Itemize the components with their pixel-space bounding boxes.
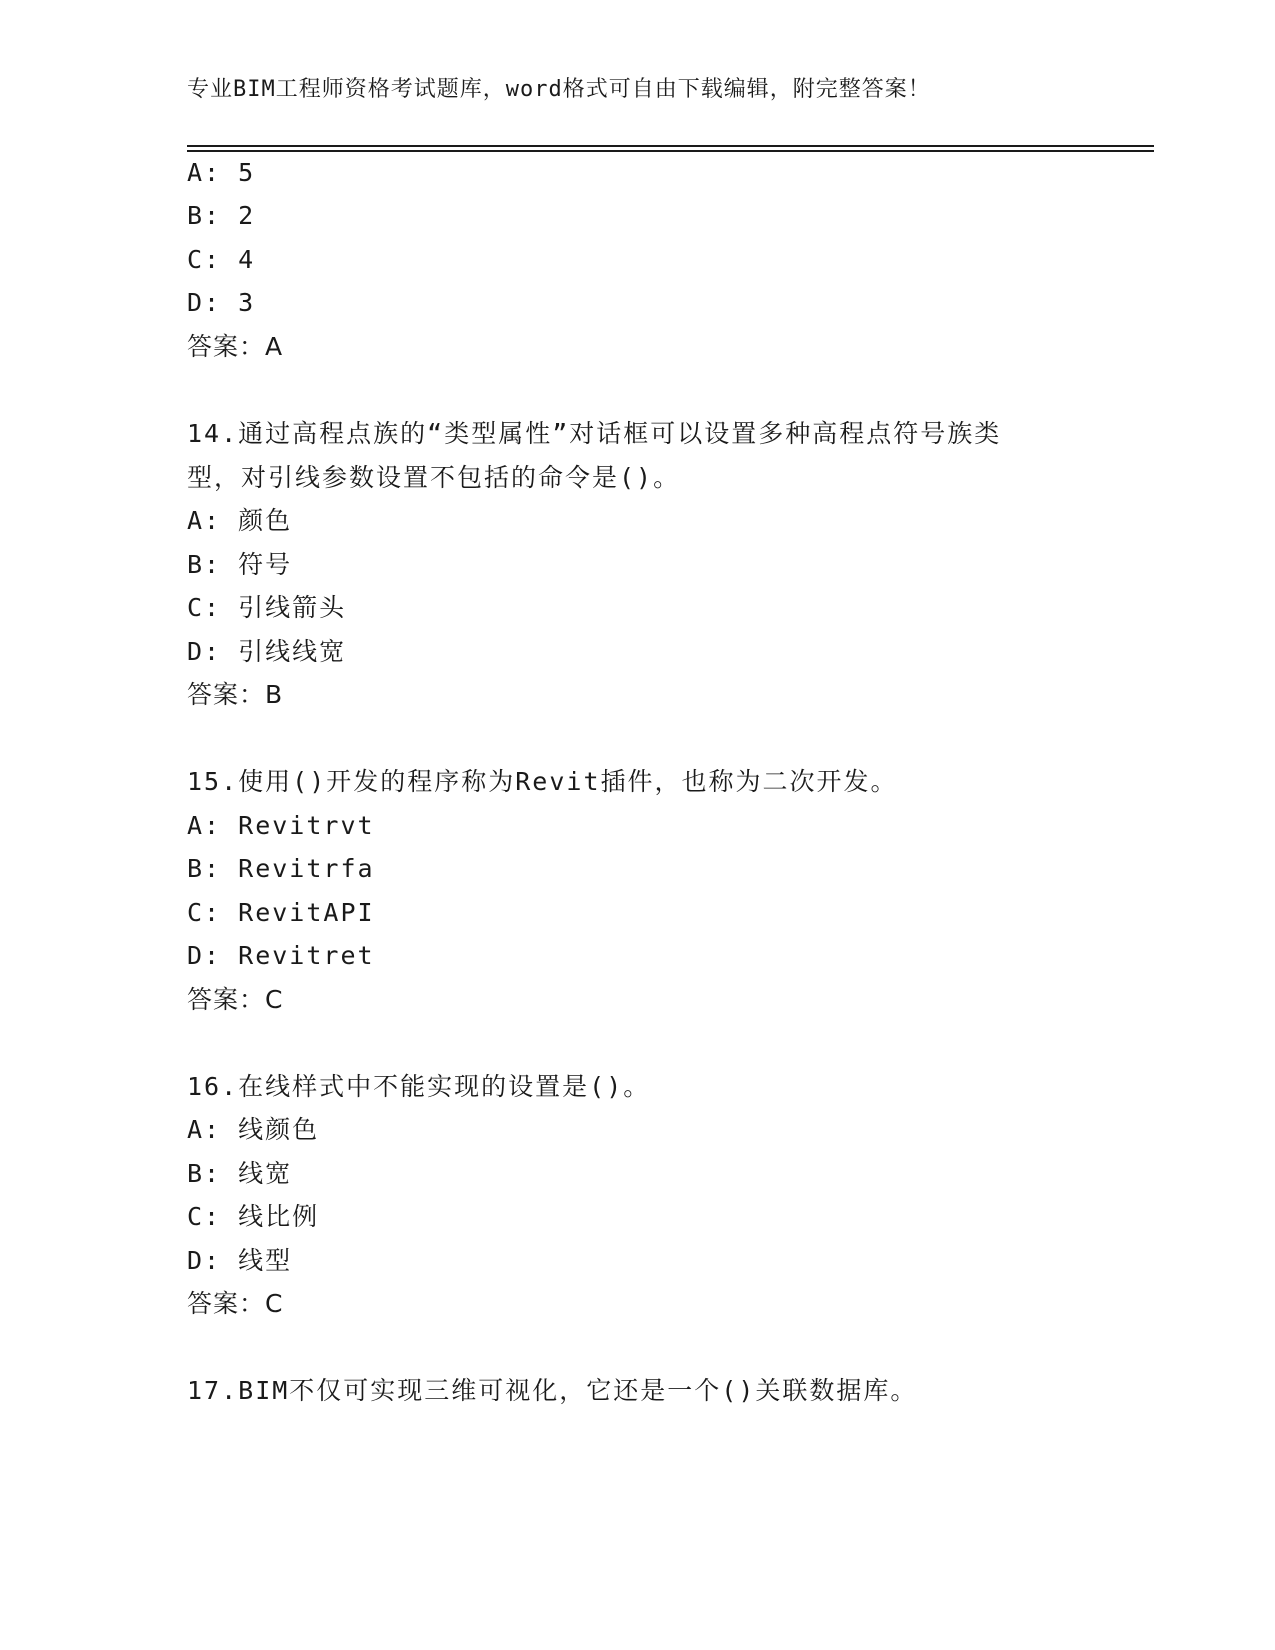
q14-option-a: A: 颜色 xyxy=(187,506,293,535)
q14-answer: 答案：B xyxy=(187,680,284,709)
q13-option-a: A: 5 xyxy=(187,158,256,187)
q14-option-d: D: 引线线宽 xyxy=(187,637,347,666)
q13-option-d: D: 3 xyxy=(187,288,256,317)
q14-option-c: C: 引线箭头 xyxy=(187,593,347,622)
header-rule-top xyxy=(187,145,1154,147)
q15-option-a: A: Revitrvt xyxy=(187,811,375,840)
q15-answer: 答案：C xyxy=(187,985,284,1014)
q14-stem-line1: 14.通过高程点族的“类型属性”对话框可以设置多种高程点符号族类 xyxy=(187,419,1002,448)
q13-option-c: C: 4 xyxy=(187,245,256,274)
q15-option-d: D: Revitret xyxy=(187,941,375,970)
q15-option-b: B: Revitrfa xyxy=(187,854,375,883)
q16-answer: 答案：C xyxy=(187,1289,284,1318)
q14-option-b: B: 符号 xyxy=(187,550,293,579)
header-rule-bottom xyxy=(187,150,1154,152)
q15-stem-line1: 15.使用()开发的程序称为Revit插件，也称为二次开发。 xyxy=(187,767,898,796)
q16-option-b: B: 线宽 xyxy=(187,1159,293,1188)
q16-stem-line1: 16.在线样式中不能实现的设置是()。 xyxy=(187,1072,651,1101)
q17-stem-line1: 17.BIM不仅可实现三维可视化，它还是一个()关联数据库。 xyxy=(187,1376,918,1405)
q13-option-b: B: 2 xyxy=(187,201,256,230)
q16-option-c: C: 线比例 xyxy=(187,1202,320,1231)
q16-option-a: A: 线颜色 xyxy=(187,1115,320,1144)
page-header: 专业BIM工程师资格考试题库，word格式可自由下载编辑，附完整答案！ xyxy=(187,77,931,102)
q14-stem-line2: 型，对引线参数设置不包括的命令是()。 xyxy=(187,463,681,492)
q16-option-d: D: 线型 xyxy=(187,1246,293,1275)
q13-answer: 答案：A xyxy=(187,332,284,361)
q15-option-c: C: RevitAPI xyxy=(187,898,375,927)
